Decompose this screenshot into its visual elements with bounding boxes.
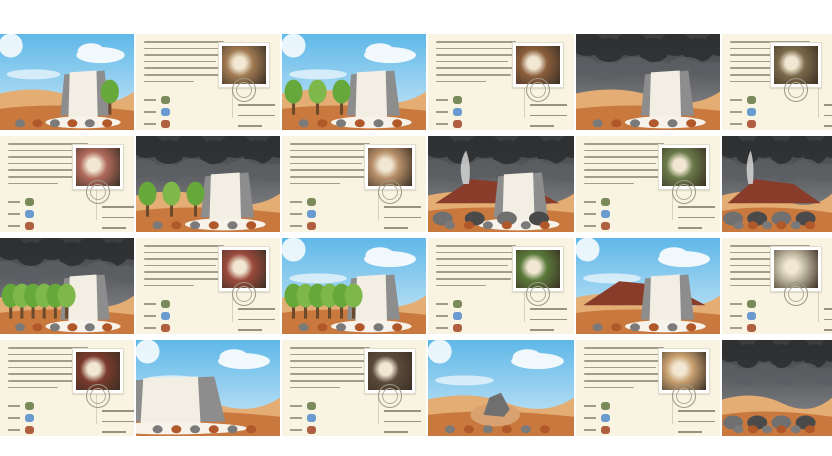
item-legend	[8, 402, 48, 436]
item-legend	[584, 402, 624, 436]
postmark-icon	[526, 282, 550, 306]
scene-illustration	[136, 136, 280, 232]
item-legend	[290, 198, 330, 232]
item-legend	[436, 96, 476, 130]
postcard-tile	[722, 238, 832, 334]
item-legend	[730, 96, 770, 130]
waterfall	[68, 70, 97, 120]
sun-icon	[282, 238, 306, 262]
postcard-tile	[576, 136, 720, 232]
handwritten-letter	[144, 245, 224, 291]
scene-tile	[0, 238, 134, 334]
scene-tile	[722, 340, 832, 436]
item-legend	[144, 300, 184, 334]
address-lines	[102, 206, 134, 232]
postcard-tile	[428, 34, 574, 130]
postcard-tile	[282, 136, 426, 232]
address-lines	[384, 410, 426, 436]
waterfall	[649, 274, 681, 324]
scene-tile	[136, 136, 280, 232]
handwritten-letter	[144, 41, 224, 87]
handwritten-letter	[290, 143, 370, 189]
postmark-icon	[86, 384, 110, 408]
postcard-tile	[576, 340, 720, 436]
scene-illustration	[576, 238, 720, 334]
scene-illustration	[428, 340, 574, 436]
handwritten-letter	[436, 245, 516, 291]
sun-icon	[428, 340, 452, 364]
postcard-tile	[136, 238, 280, 334]
scene-illustration	[282, 34, 426, 130]
waterfall	[355, 70, 387, 120]
scene-illustration	[428, 136, 574, 232]
address-lines	[102, 410, 134, 436]
address-lines	[678, 410, 720, 436]
scene-illustration	[576, 34, 720, 130]
scene-tile	[0, 34, 134, 130]
address-lines	[384, 206, 426, 232]
waterfall	[209, 172, 241, 222]
address-lines	[238, 104, 280, 130]
postcard-tile	[136, 34, 280, 130]
postcard-tile	[0, 136, 134, 232]
item-legend	[8, 198, 48, 232]
handwritten-letter	[436, 41, 516, 87]
scene-illustration	[722, 340, 832, 436]
sun-icon	[576, 238, 600, 262]
address-lines	[530, 104, 574, 130]
waterfall	[140, 376, 200, 426]
waterfall	[649, 70, 681, 120]
postmark-icon	[672, 384, 696, 408]
postmark-icon	[784, 78, 808, 102]
item-legend	[730, 300, 770, 334]
handwritten-letter	[584, 143, 664, 189]
scene-tile	[282, 238, 426, 334]
item-legend	[584, 198, 624, 232]
address-lines	[530, 308, 574, 334]
scene-tile	[722, 136, 832, 232]
postcard-tile	[428, 238, 574, 334]
scene-tile	[136, 340, 280, 436]
scene-illustration	[722, 136, 832, 232]
scene-illustration	[282, 238, 426, 334]
scene-tile	[576, 238, 720, 334]
scene-tile	[428, 136, 574, 232]
scene-tile	[282, 34, 426, 130]
postmark-icon	[86, 180, 110, 204]
postcard-tile	[722, 34, 832, 130]
scene-tile	[576, 34, 720, 130]
postmark-icon	[784, 282, 808, 306]
item-legend	[436, 300, 476, 334]
handwritten-letter	[290, 347, 370, 393]
postmark-icon	[232, 282, 256, 306]
scene-tile	[428, 340, 574, 436]
sun-icon	[282, 34, 306, 58]
handwritten-letter	[584, 347, 664, 393]
scene-illustration	[0, 238, 134, 334]
scene-illustration	[136, 340, 280, 436]
item-legend	[290, 402, 330, 436]
postmark-icon	[526, 78, 550, 102]
address-lines	[238, 308, 280, 334]
postcard-tile	[0, 340, 134, 436]
sun-icon	[136, 340, 160, 364]
address-lines	[824, 104, 832, 130]
item-legend	[144, 96, 184, 130]
postmark-icon	[672, 180, 696, 204]
postmark-icon	[378, 384, 402, 408]
address-lines	[824, 308, 832, 334]
scene-illustration	[0, 34, 134, 130]
postmark-icon	[378, 180, 402, 204]
postcard-tile	[282, 340, 426, 436]
address-lines	[678, 206, 720, 232]
postmark-icon	[232, 78, 256, 102]
